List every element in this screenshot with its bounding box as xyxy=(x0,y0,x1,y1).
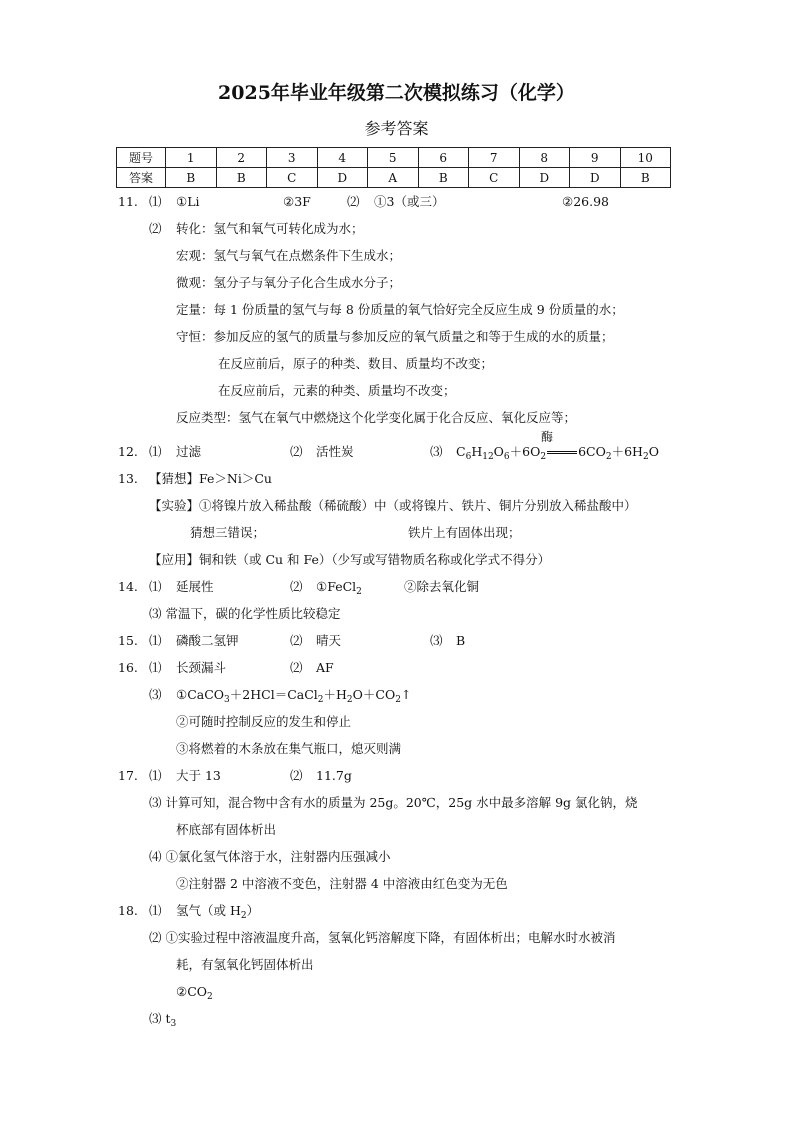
row-label: 题号 xyxy=(117,148,166,168)
question-number: 6 xyxy=(418,148,469,168)
q16-answer-2: AF xyxy=(316,660,334,675)
q12-answer-2: 活性炭 xyxy=(316,444,354,459)
q18-line-3 xyxy=(176,984,213,1002)
q11-number: 11. xyxy=(118,194,138,209)
question-number: 8 xyxy=(519,148,570,168)
q16-equation: $①CaCO_3+2HCl=CaCl_2+H_2O+CO_2↑$ xyxy=(176,687,412,705)
q18-answer-1-end: ） xyxy=(246,903,260,918)
q11-line-2: 宏观：氢气与氧气在点燃条件下生成水； xyxy=(176,248,402,263)
q11-line-8: 反应类型：氢气在氧气中燃烧这个化学变化属于化合反应、氧化反应等； xyxy=(176,410,577,425)
answer-cell: D xyxy=(317,168,368,188)
q17-part1-label: ⑴ xyxy=(149,768,162,783)
q17-number: 17. xyxy=(118,768,138,783)
q14-number: 14. xyxy=(118,579,138,594)
table-row xyxy=(117,168,671,188)
q16-part1-label: ⑴ xyxy=(149,660,162,675)
q16-number: 16. xyxy=(118,660,138,675)
q11-line-5: 守恒：参加反应的氢气的质量与参加反应的氧气质量之和等于生成的水的质量； xyxy=(176,329,614,344)
q11-answer-4: ②26.98 xyxy=(562,194,609,209)
q11-line-7: 在反应前后，元素的种类、质量均不改变； xyxy=(218,383,456,398)
q12-part3-label: ⑶ xyxy=(430,444,443,459)
q11-answer-2: ②3F xyxy=(283,194,311,209)
q11-part2-label: ⑵ xyxy=(347,194,360,209)
q11-part1-label: ⑴ xyxy=(149,194,162,209)
answer-cell: C xyxy=(267,168,318,188)
q11-part3-label: ⑵ xyxy=(149,221,162,236)
q13-number: 13. xyxy=(118,471,138,486)
answer-cell: B xyxy=(620,168,671,188)
q11-line-3: 微观：氢分子与氧分子化合生成水分子； xyxy=(176,275,402,290)
q15-part1-label: ⑴ xyxy=(149,633,162,648)
q13-experiment-conclusion: 猜想三错误； xyxy=(190,525,266,540)
q18-answer-1-text: 氢气（或 H xyxy=(176,903,241,918)
question-number: 2 xyxy=(216,148,267,168)
answer-cell: B xyxy=(166,168,217,188)
q15-answer-3: B xyxy=(456,633,466,648)
q15-answer-2: 晴天 xyxy=(316,633,342,648)
answer-table xyxy=(116,147,671,188)
q18-line-3-text: ②CO xyxy=(176,984,208,999)
q16-answer-1: 长颈漏斗 xyxy=(176,660,227,675)
q18-line-4-text: ⑶ t xyxy=(149,1011,171,1026)
q18-number: 18. xyxy=(118,903,138,918)
q14-answer-2-text: ①FeCl xyxy=(316,579,357,594)
question-number: 3 xyxy=(267,148,318,168)
question-number: 4 xyxy=(317,148,368,168)
answer-cell: D xyxy=(519,168,570,188)
q18-part1-label: ⑴ xyxy=(149,903,162,918)
question-number: 10 xyxy=(620,148,671,168)
q12-equation: $C_6H_{12}O_6+6O_2$ $6CO_2+6H_2O$ xyxy=(456,444,659,462)
q12-part1-label: ⑴ xyxy=(149,444,162,459)
q16-part2-label: ⑵ xyxy=(290,660,303,675)
q15-part2-label: ⑵ xyxy=(290,633,303,648)
q17-answer-1: 大于 13 xyxy=(176,768,221,783)
q16-line-2: ②可随时控制反应的发生和停止 xyxy=(176,714,352,729)
table-row xyxy=(117,148,671,168)
q11-line-6: 在反应前后，原子的种类、数目、质量均不改变； xyxy=(218,356,494,371)
question-number: 7 xyxy=(469,148,520,168)
page-title: 2025年毕业年级第二次模拟练习（化学） xyxy=(218,82,575,104)
q18-line-4-subscript: 3 xyxy=(170,1019,177,1029)
q13-guess: 【猜想】Fe＞Ni＞Cu xyxy=(149,471,272,486)
row-label: 答案 xyxy=(117,168,166,188)
q17-line-4: ②注射器 2 中溶液不变色，注射器 4 中溶液由红色变为无色 xyxy=(176,876,508,891)
q12-number: 12. xyxy=(118,444,138,459)
q18-line-2: 耗，有氢氧化钙固体析出 xyxy=(176,957,314,972)
q14-answer-2 xyxy=(316,579,362,597)
q11-answer-3: ①3（或三） xyxy=(374,194,445,209)
enzyme-condition: 酶 xyxy=(541,430,554,444)
q16-line-3: ③将燃着的木条放在集气瓶口，熄灭则满 xyxy=(176,741,402,756)
q17-line-1: ⑶ 计算可知，混合物中含有水的质量为 25g。20℃，25g 水中最多溶解 9g 氯化钠，烧 xyxy=(149,795,638,810)
q17-answer-2: 11.7g xyxy=(316,768,352,783)
q15-number: 15. xyxy=(118,633,138,648)
q14-part2-label: ⑵ xyxy=(290,579,303,594)
question-number: 5 xyxy=(368,148,419,168)
q13-application: 【应用】铜和铁（或 Cu 和 Fe）（少写或写错物质名称或化学式不得分） xyxy=(149,552,551,567)
question-number: 1 xyxy=(166,148,217,168)
answer-cell: D xyxy=(570,168,621,188)
q14-answer-1: 延展性 xyxy=(176,579,214,594)
page-subtitle: 参考答案 xyxy=(364,119,429,138)
answer-cell: B xyxy=(418,168,469,188)
q15-part3-label: ⑶ xyxy=(430,633,443,648)
q17-part2-label: ⑵ xyxy=(290,768,303,783)
q17-line-3: ⑷ ①氯化氢气体溶于水，注射器内压强减小 xyxy=(149,849,391,864)
q18-answer-1-subscript: 2 xyxy=(240,911,247,921)
answer-cell: B xyxy=(216,168,267,188)
q14-answer-2-subscript: 2 xyxy=(356,587,362,597)
q17-line-2: 杯底部有固体析出 xyxy=(176,822,277,837)
answer-cell: A xyxy=(368,168,419,188)
q14-answer-3: ②除去氧化铜 xyxy=(404,579,480,594)
q15-answer-1: 磷酸二氢钾 xyxy=(176,633,239,648)
q18-answer-1 xyxy=(176,903,259,921)
q11-answer-1: ①Li xyxy=(176,194,200,209)
q11-line-4: 定量：每 1 份质量的氢气与每 8 份质量的氧气恰好完全反应生成 9 份质量的水； xyxy=(176,302,624,317)
q12-answer-1: 过滤 xyxy=(176,444,202,459)
q18-line-3-subscript: 2 xyxy=(207,992,213,1002)
q14-line-2: ⑶ 常温下，碳的化学性质比较稳定 xyxy=(149,606,341,621)
q12-part2-label: ⑵ xyxy=(290,444,303,459)
q11-line-1: 转化：氢气和氧气可转化成为水； xyxy=(176,221,364,236)
q18-line-4 xyxy=(149,1011,176,1029)
q18-line-1: ⑵ ①实验过程中溶液温度升高，氢氧化钙溶解度下降，有固体析出；电解水时水被消 xyxy=(149,930,616,945)
q14-part1-label: ⑴ xyxy=(149,579,162,594)
q16-part3-label: ⑶ xyxy=(149,687,162,702)
question-number: 9 xyxy=(570,148,621,168)
answer-cell: C xyxy=(469,168,520,188)
q13-experiment: 【实验】①将镍片放入稀盐酸（稀硫酸）中（或将镍片、铁片、铜片分别放入稀盐酸中） xyxy=(149,498,637,513)
q13-experiment-phenomenon: 铁片上有固体出现； xyxy=(408,525,521,540)
